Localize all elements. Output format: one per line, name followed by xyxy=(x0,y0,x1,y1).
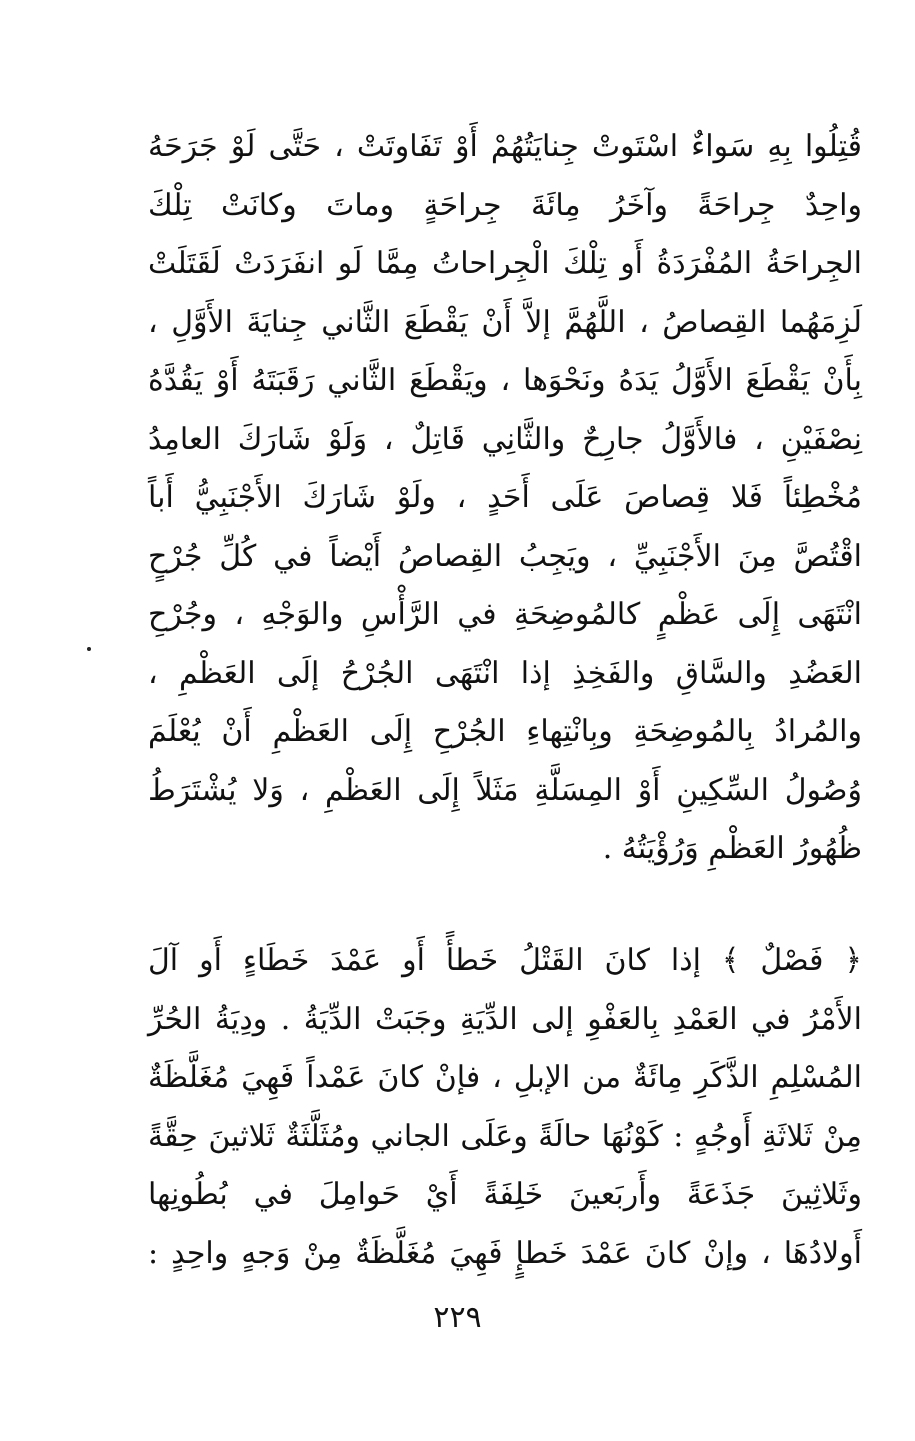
text-line: المُسْلِمِ الذَّكَرِ مِائَةٌ من الإبلِ ، فإنْ كانَ عَمْداً فَهِيَ مُغَلَّظَةٌ xyxy=(148,1060,862,1095)
text-line: لَزِمَهُما القِصاصُ ، اللَّهُمَّ إلاَّ أَنْ يَقْطَعَ الثَّاني جِنايَةَ الأَوَّلِ ، xyxy=(148,304,862,340)
text-line: مُخْطِئاً فَلا قِصاصَ عَلَى أَحَدٍ ، ولَوْ شَارَكَ الأَجْنَبِيُّ أَباً xyxy=(148,480,862,515)
paragraph-2 xyxy=(148,932,862,1283)
text-line: ﴿ فَصْلٌ ﴾ إذا كانَ القَتْلُ خَطأً أَو عَمْدَ خَطَاءٍ أَو آلَ xyxy=(148,943,862,978)
text-line: أَولادُهَا ، وإنْ كانَ عَمْدَ خَطإٍ فَهِيَ مُغَلَّظَةٌ مِنْ وَجهٍ واحِدٍ : xyxy=(148,1235,862,1271)
text-line: نِصْفَيْنِ ، فالأَوَّلُ جارِحٌ والثَّانِي قَاتِلٌ ، وَلَوْ شَارَكَ العامِدُ xyxy=(148,421,862,457)
text-line: والمُرادُ بِالمُوضِحَةِ وبِانْتِهاءِ الجُرْحِ إِلَى العَظْمِ أَنْ يُعْلَمَ xyxy=(148,714,862,749)
text-line: ظُهُورُ العَظْمِ وَرُؤْيَتُهُ . xyxy=(602,831,862,866)
text-line: وثَلاثِينَ جَذَعَةً وأَربَعينَ خَلِفَةً أَيْ حَوامِلَ في بُطُونِها xyxy=(148,1177,862,1212)
text-line: الأَمْرُ في العَمْدِ بِالعَفْوِ إلى الدِّيَةِ وجَبَتْ الدِّيَةُ . ودِيَةُ الحُرِّ xyxy=(148,1001,862,1037)
paragraph-1 xyxy=(148,118,862,879)
text-line: بِأَنْ يَقْطَعَ الأَوَّلُ يَدَهُ ونَحْوَها ، ويَقْطَعَ الثَّاني رَقَبَتَهُ أَوْ يَقُدَّهُ xyxy=(148,363,862,398)
text-line: قُتِلُوا بِهِ سَواءٌ اسْتَوتْ جِنايَتُهُمْ أَوْ تَفَاوتَتْ ، حَتَّى لَوْ جَرَحَهُ xyxy=(148,129,862,164)
text-line: واحِدٌ جِراحَةً وآخَرُ مِائَةَ جِراحَةٍ وماتَ وكانَتْ تِلْكَ xyxy=(148,187,862,223)
text-line: اقْتُصَّ مِنَ الأَجْنَبِيِّ ، ويَجِبُ القِصاصُ أَيْضاً في كُلِّ جُرْحٍ xyxy=(148,538,862,574)
text-line: وُصُولُ السِّكِينِ أَوْ المِسَلَّةِ مَثَلاً إِلَى العَظْمِ ، وَلا يُشْتَرَطُ xyxy=(148,772,862,808)
text-line: العَضُدِ والسَّاقِ والفَخِذِ إذا انْتَهَى الجُرْحُ إلَى العَظْمِ ، xyxy=(148,655,862,691)
scan-speck xyxy=(87,647,91,651)
text-line: انْتَهَى إِلَى عَظْمٍ كالمُوضِحَةِ في الرَّأْسِ والوَجْهِ ، وجُرْحِ xyxy=(148,597,862,632)
text-line: الجِراحَةُ المُفْرَدَةُ أَو تِلْكَ الْجِراحاتُ مِمَّا لَو انفَرَدَتْ لَقَتَلَتْ xyxy=(148,246,862,281)
text-line: مِنْ ثَلاثَةِ أَوجُهٍ : كَوْنُهَا حالَةً وعَلَى الجاني ومُثَلَّثَةٌ ثَلاثينَ حِقَّةً xyxy=(148,1118,862,1154)
page-number: ٢٢٩ xyxy=(433,1300,482,1335)
